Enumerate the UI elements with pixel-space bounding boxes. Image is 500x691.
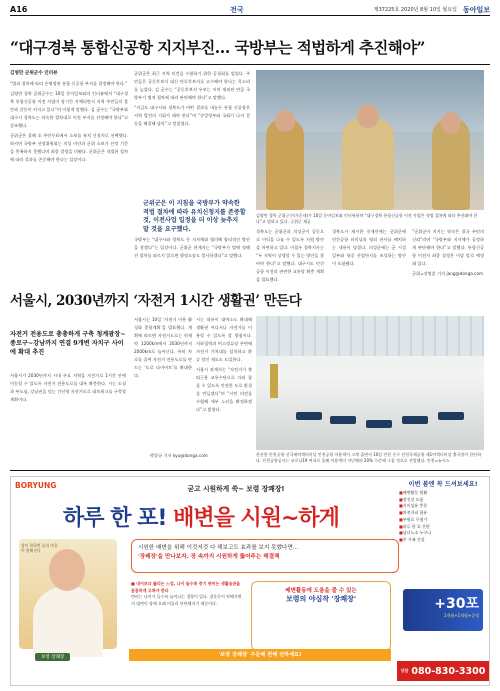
article2-body-4: 서울시 관계자는 “자전거가 출퇴근용 교통수단으로 자리 잡을 수 있도록 안전한 도로 환경을 만들겠다”며 “시민 의견을 수렴해 세부 노선을 확정하겠다”고 밝혔다. (196, 367, 252, 412)
article2-body-1: 서울시가 2030년까지 시내 주요 지역을 자전거로 1시간 안에 이동할 수 있도록 자전거 전용도로를 대폭 확충한다. 시는 도심과 부도심, 강남권을 잇는 간선형 자전거도로 네트워크를 구축할 계획이다. (10, 373, 126, 402)
photo-head-center (357, 104, 379, 128)
airport-pillar (270, 364, 278, 398)
ad-product-note: 2개월+1개월+증정 (444, 613, 479, 618)
article2-column-3 (196, 316, 252, 446)
ad-sidebar-title: 이번 봄엔 꼭 드셔보세요! (408, 481, 478, 488)
article1-headline: “대구경북 통합신공항 지지부진… 국방부는 적법하게 추진해야” (10, 38, 425, 57)
list-item: ■ 하루 한 포 간편 (399, 524, 487, 531)
ad-phone-number (397, 661, 489, 681)
ad-callout-line-1: 배변활동에 도움을 줄 수 있는 (285, 588, 357, 594)
advertisement (10, 476, 490, 686)
ad-sidebar (399, 479, 487, 683)
list-item: ■ 온 가족 건강 (399, 537, 487, 544)
ad-model-photo (19, 539, 117, 649)
article1-lead: “법과 절차에 따라 손명정된 통합 신공항 부지를 결정해야 한다.” (10, 81, 128, 86)
airport-seat (296, 412, 322, 420)
ad-main-part-a: 하루 한 포! (63, 506, 174, 531)
article1-column-1 (10, 70, 128, 270)
article2-headline: 서울시, 2030년까지 ‘자전거 1시간 생활권’ 만든다 (10, 293, 302, 309)
airport-photo (256, 316, 484, 450)
list-item: ■ 배변활동 원활 (399, 490, 487, 497)
ad-banner (131, 539, 399, 573)
article1-byline: 군위=장영훈 기자 jang@donga.com (412, 271, 484, 276)
photo2-caption: 한산한 인천공항 신국제여객터미널 인천공항 이용객이 크게 줄면서 10일 인천 중구 인천국제공항 제1여객터미널 출국장이 한산하다. 인천공항공사는 코로나19 여파로 올해 이용객이 지난해의 20% 수준에 그칠 것으로 전망했다. 인천=뉴시스 (256, 452, 482, 463)
ad-product-name-tag: 보령 장쾌장 (35, 653, 70, 661)
ad-brand-logo: BORYUNG (15, 481, 57, 490)
section-name: 전국 (230, 5, 244, 14)
list-item: ■ 장건강 도움 (399, 497, 487, 504)
issue-meta: 제37225호 2020년 8월 10일 월요일 (373, 7, 457, 13)
ad-divider (10, 470, 490, 471)
list-item: ■ 식이섬유 충분 (399, 503, 487, 510)
article1-body-8: “군위군이 지키는 약속은 결국 주민의 신뢰”라며 “국방부와 지자체가 공정하게 판단해야 한다”고 말했다. 통합신공항 이전지 최종 결정은 이달 말로 예정돼 있다. (412, 229, 484, 266)
photo-head-left (275, 110, 295, 132)
interview-title: 김영만 군위군수 인터뷰 (10, 71, 58, 76)
model-head (49, 549, 85, 591)
article1-body-5: 국방부는 “대구시와 경북도 등 지자체와 협의해 합리적인 방안을 찾겠다”는 입장이다. 군위군 관계자는 “국방부가 법에 정해진 절차를 따르지 않으면 행정소송도 불사하겠다”고 말했다. (134, 237, 250, 258)
ad-speech-bubble: 장이 편하면 몸과 마음이 편해진다 (21, 543, 58, 553)
article1-column-2 (134, 70, 250, 196)
article1-body-6: 경북도는 군위군과 의성군이 공동으로 이익을 나눌 수 있도록 지원 방안을 마련하고 있다. 이철우 경북지사는 “두 지역이 상생할 수 있는 방안을 찾아야 한다”고 말했다. 대구시도 민간공항 이전과 관련한 교통망 확충 계획을 발표했다. (256, 229, 324, 282)
page-number: A16 (10, 5, 28, 14)
airport-seat (330, 416, 356, 424)
photo1-caption: 김영만 경북 군위군수(가운데)가 10일 동아일보와 인터뷰하며 “대구경북 통합신공항 이전 사업은 적법 절차에 따라 추진돼야 한다”고 말하고 있다. 군위군 제공 (256, 213, 478, 224)
ad-product-box (403, 589, 483, 631)
article2-subheadline: 자전거 전용도로 총총하게 구축 청계광장~종로구~강남까지 연결 9개변 자치구 사이에 확대 추진 (10, 331, 126, 356)
model-body (33, 587, 103, 657)
article1-body-3: 군위군은 최근 지역 의견을 수렴하기 위한 공청회를 열었다. 주민들은 공동후보지 대신 단독후보지를 고수해야 한다는 목소리를 높였다. 김 군수는 “공동후보지 우보는 이미 제외된 만큼 국방부가 법적 절차에 따라 판단해야 한다”고 말했다. (134, 71, 250, 100)
ad-product-count: +30포 (434, 596, 479, 612)
ad-order-bar: '보령 장쾌장' 주문해 편해 전하세요! (129, 649, 391, 661)
article2-column-1 (10, 372, 126, 466)
headline-divider (10, 64, 490, 65)
ad-product-callout (251, 581, 391, 651)
article1-column-3 (256, 228, 324, 282)
ad-callout-line-2: 보령의 야심작 '장쾌장' (285, 595, 357, 603)
phone-label: 상담 (400, 668, 409, 673)
ad-top-line: 굳고 시원하게 쑥~ 보령 장쾌장! (187, 485, 285, 493)
article2-byline: 박창규 기자 kyu@donga.com (150, 453, 208, 458)
article1-pull-quote: 군위군은 이 지침을 국방부가 약속한 적법 절차에 따라 유치신청지를 존중할 것, 이전사업 일정을 더 이상 늦추지 말 것을 요구했다. (143, 200, 246, 233)
ad-main-headline (15, 501, 387, 532)
airport-seat (402, 416, 428, 424)
article1-body-7: 경북도가 제시한 중재안에는 군위군에 민간공항 터미널과 영외 관사를 배치하는 내용이 담겼다. 의성군에는 군 시설 일부와 항공 산업단지를 조성하는 방안이 포함됐다. (332, 229, 406, 266)
article1-body-2: 군위군은 올해 초 주민투표에서 소보를 유치 신청지로 선택했다. 하지만 국방부 선정위원회는 의성 비안과 군위 소보가 선정 기준을 충족하지 못했다며 최종 결정을 미뤘다. 군위군은 적법한 절차에 따라 결과를 존중해야 한다는 입장이다. (10, 133, 128, 162)
ad-body-heading: ■ 내어보다 뚫리는 느낌, 나이 들수록 중기 변비는 생활습관을 꼼꼼하게 고쳐야 한다 (131, 581, 241, 593)
page-header (10, 4, 490, 16)
article2-body-2: 서울시는 10일 ‘자전거 이용 활성화 종합계획’을 발표했다. 계획에 따르면 자전거도로는 현재 약 1200km에서 2030년까지 2000km로 늘어난다. 특히 차로를 줄여 자전거 전용도로를 만드는 ‘도로 다이어트’를 확대한다. (134, 317, 192, 378)
article2-column-2 (134, 316, 192, 466)
airport-seat (366, 420, 392, 428)
airport-roof (256, 316, 484, 356)
article2-byline-wrap (150, 452, 250, 462)
list-item: ■ 남녀노소 누구나 (399, 530, 487, 537)
article1-column-5 (412, 228, 484, 276)
ad-body-paragraph: 변비는 나이가 들수록 늘어나는 경향이 있다. 장운동이 약해지면서 대변이 장에 오래 머물러 단단해지기 때문이다. (131, 594, 242, 606)
ad-banner-line-2: '장쾌장'을 만나보자. 장 속까지 시원하게 뚫어주는 해결책 (138, 554, 280, 560)
list-item: ■ 부원료 무첨가 (399, 517, 487, 524)
photo-person-center (342, 118, 394, 210)
ad-main-part-b: 배변을 시원~하게 (173, 506, 339, 531)
ad-body-text (131, 581, 245, 607)
interview-photo (256, 70, 484, 210)
article1-body-1: 김영만 경북 군위군수는 10일 동아일보와의 인터뷰에서 “대구경북 통합신공항 이전 사업이 장기간 지체되면서 지역 주민들의 불안과 갈등이 커지고 있다”며 이렇게 말했다. 김 군수는 “국방부와 대구시 경북도는 약속한 절차대로 이전 부지를 선정해야 한다”고 강조했다. (10, 91, 128, 128)
photo-head-right (441, 112, 461, 134)
airport-seat (438, 412, 464, 420)
newspaper-logo: 동아일보 (462, 5, 490, 14)
article1-body-4: “지금도 대구시와 경북도가 어떤 결과를 내놓든 통합 신공항은 지역 발전의 기회가 돼야 한다”며 “중앙정부와 국회가 나서 갈등을 해결해 달라”고 덧붙였다. (134, 105, 250, 126)
ad-banner-line-1: 시원한 배변을 위해 이것저것 다 해보고도 효과를 보지 못했다면… (138, 545, 299, 551)
article1-column-4 (332, 228, 406, 276)
ad-benefit-list (399, 490, 487, 544)
phone-digits: 080-830-3300 (411, 665, 486, 677)
article2-body-3: 시는 따릉이 대여소도 확대해 생활권 어디서나 자전거를 이용할 수 있도록 할 방침이다. 지하철역과 버스정류장 주변에 자전거 거치대를 설치하고 환승 할인 제도도 도입한다. (196, 317, 252, 362)
article1-column-2b (134, 236, 250, 276)
list-item: ■ 차전자피 함유 (399, 510, 487, 517)
